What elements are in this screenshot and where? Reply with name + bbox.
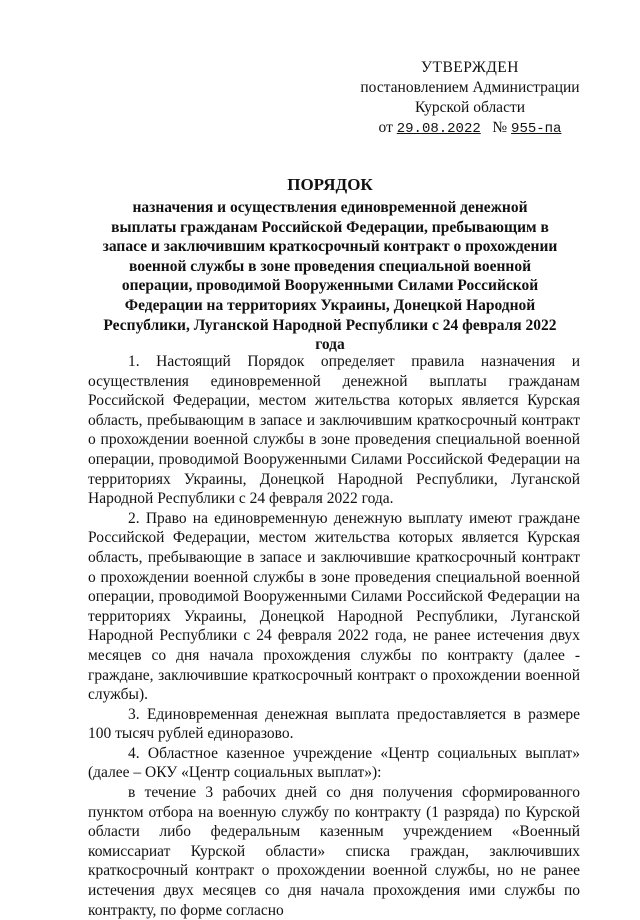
title-subtitle: назначения и осуществления единовременной денежной выплаты гражданам Российской Федерации, пребывающим в запасе и заключившим краткосрочный контракт о прохождении военной службы в зоне проведения специальной военной операции, проводимой Вооруженными Силами Российской Федерации на территориях Украины, Донецкой Народной Республики, Луганской Народной Республики с 24 февраля 2022 года	[102, 199, 558, 354]
document-title	[100, 174, 560, 355]
paragraph-4-sub: в течение 3 рабочих дней со дня получения сформированного пунктом отбора на военную службу по контракту (1 разряда) по Курской области либо федеральным казенным учреждением «Военный комиссариат Курской области» списка граждан, заключивших краткосрочный контракт о прохождении военной службы, но не ранее истечения двух месяцев со дня начала прохождения ими службы по контракту, по форме согласно	[88, 784, 580, 919]
paragraph-4: 4. Областное казенное учреждение «Центр социальных выплат» (далее – ОКУ «Центр социальных выплат»):	[88, 744, 580, 782]
decree-date: 29.08.2022	[396, 121, 481, 137]
document-body	[88, 352, 580, 920]
approval-region: Курской области	[414, 99, 526, 116]
registration-line	[360, 118, 580, 139]
approval-authority: постановлением Администрации	[360, 79, 580, 96]
paragraph-2: 2. Право на единовременную денежную выплату имеют граждане Российской Федерации, местом жительства которых является Курская область, пребывающие в запасе и заключившие краткосрочный контракт о прохождении военной службы в зоне проведения специальной военной операции, проводимой Вооруженными Силами Российской Федерации на территориях Украины, Донецкой Народной Республики, Луганской Народной Республики с 24 февраля 2022 года, не ранее истечения двух месяцев со дня начала прохождения службы по контракту (далее - граждане, заключившие краткосрочный контракт о прохождении военной службы).	[88, 509, 580, 704]
approved-label: УТВЕРЖДЕН	[421, 59, 519, 76]
paragraph-3: 3. Единовременная денежная выплата предоставляется в размере 100 тысяч рублей единоразово.	[88, 705, 580, 743]
title-heading: ПОРЯДОК	[287, 175, 373, 194]
number-label: №	[492, 119, 508, 136]
paragraph-1: 1. Настоящий Порядок определяет правила назначения и осуществления единовременной денежной выплаты гражданам Российской Федерации, местом жительства которых является Курская область, пребывающим в запасе и заключившим краткосрочный контракт о прохождении военной службы в зоне проведения специальной военной операции, проводимой Вооруженными Силами Российской Федерации на территориях Украины, Донецкой Народной Республики, Луганской Народной Республики с 24 февраля 2022 года.	[88, 353, 580, 508]
decree-number: 955-па	[511, 121, 562, 137]
from-label: от	[378, 119, 393, 136]
approval-stamp	[360, 58, 580, 139]
